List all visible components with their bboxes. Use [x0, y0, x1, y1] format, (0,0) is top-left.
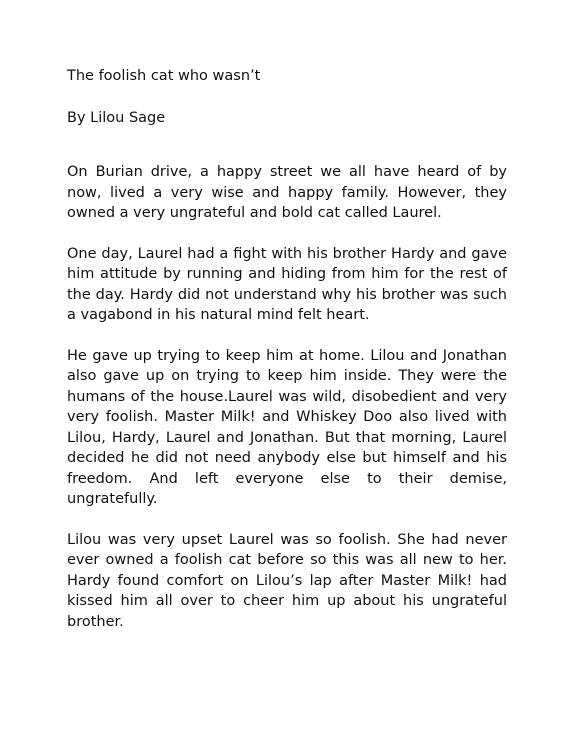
paragraph-1: On Burian drive, a happy street we all have heard of by now, lived a very wise and happy family. However, they owned a very ungrateful and bold cat called Laurel.	[67, 164, 507, 221]
paragraph-3: He gave up trying to keep him at home. Lilou and Jonathan also gave up on trying to keep him inside. They were the humans of the house.Laurel was wild, disobedient and very very foolish. Master Milk! and Whiskey Doo also lived with Lilou, Hardy, Laurel and Jonathan. But that morning, Laurel decided he did not need anybody else but himself and his freedom. And left everyone else to their demise, ungratefully.	[67, 347, 507, 507]
paragraph-4: Lilou was very upset Laurel was so foolish. She had never ever owned a foolish cat before so this was all new to her. Hardy found comfort on Lilou’s lap after Master Milk! had kissed him all over to cheer him up about his ungrateful brother.	[67, 531, 507, 630]
story-byline: By Lilou Sage	[67, 110, 166, 126]
paragraph-2: One day, Laurel had a fight with his brother Hardy and gave him attitude by running and hiding from him for the rest of the day. Hardy did not understand why his brother was such a vagabond in his natural mind felt heart.	[67, 245, 507, 323]
story-title: The foolish cat who wasn’t	[67, 68, 261, 84]
story-body	[67, 162, 507, 652]
